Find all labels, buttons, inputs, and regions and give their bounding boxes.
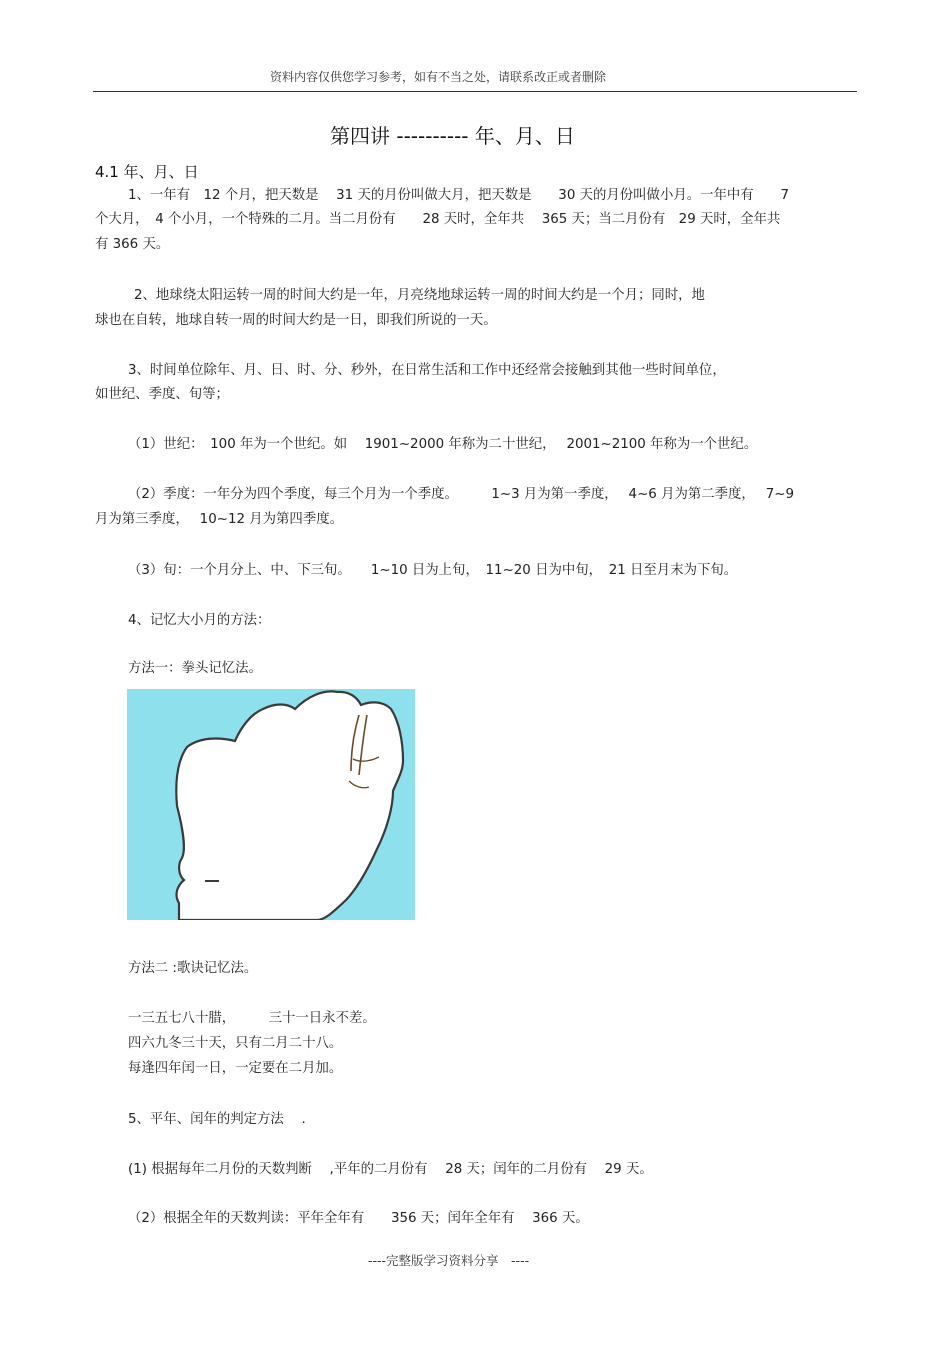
verse-line-2: 四六九冬三十天，只有二月二十八。 — [128, 1036, 343, 1051]
paragraph-3-line-1: 3、时间单位除年、月、日、时、分、秒外，在日常生活和工作中还经常会接触到其他一些时间单位， — [128, 363, 726, 378]
page-title: 第四讲 ---------- 年、月、日 — [330, 124, 575, 148]
section-heading: 4.1 年、月、日 — [95, 163, 199, 181]
leap-year-heading: 5、平年、闰年的判定方法 . — [128, 1112, 306, 1127]
header-note: 资料内容仅供您学习参考，如有不当之处，请联系改正或者删除 — [270, 70, 607, 84]
verse-line-3: 每逢四年闰一日，一定要在二月加。 — [128, 1061, 343, 1076]
paragraph-1-line-3: 有 366 天。 — [95, 237, 170, 252]
leap-year-rule-2: （2）根据全年的天数判读：平年全年有 356 天；闰年全年有 366 天。 — [128, 1211, 589, 1226]
paragraph-2-line-1: 2、地球绕太阳运转一周的时间大约是一年，月亮绕地球运转一周的时间大约是一个月；同时，地 — [134, 288, 705, 303]
leap-year-rule-1: (1) 根据每年二月份的天数判断 ,平年的二月份有 28 天；闰年的二月份有 29 天。 — [128, 1162, 653, 1177]
fist-drawing — [127, 689, 415, 920]
method-one-label: 方法一：拳头记忆法。 — [128, 661, 262, 676]
quarter-paragraph-line-2: 月为第三季度， 10~12 月为第四季度。 — [95, 512, 343, 527]
century-paragraph: （1）世纪： 100 年为一个世纪。如 1901~2000 年称为二十世纪， 2001~2100 年称为一个世纪。 — [128, 437, 758, 452]
fist-illustration — [127, 689, 415, 920]
header-divider — [93, 91, 857, 92]
fist-outline — [176, 691, 403, 920]
footer-note: ----完整版学习资料分享 ---- — [368, 1253, 530, 1268]
quarter-paragraph-line-1: （2）季度：一年分为四个季度，每三个月为一个季度。 1~3 月为第一季度， 4~6 月为第二季度， 7~9 — [128, 487, 795, 502]
method-two-label: 方法二 :歌诀记忆法。 — [128, 961, 258, 976]
paragraph-1-line-2: 个大月， 4 个小月，一个特殊的二月。当二月份有 28 天时，全年共 365 天；当二月份有 29 天时，全年共 — [95, 212, 781, 227]
verse-line-1: 一三五七八十腊， 三十一日永不差。 — [128, 1011, 376, 1026]
paragraph-3-line-2: 如世纪、季度、旬等； — [95, 387, 229, 402]
memory-methods-heading: 4、记忆大小月的方法： — [128, 613, 271, 628]
xun-paragraph: （3）旬：一个月分上、中、下三旬。 1~10 日为上旬， 11~20 日为中旬， 21 日至月末为下旬。 — [128, 563, 738, 578]
paragraph-2-line-2: 球也在自转，地球自转一周的时间大约是一日，即我们所说的一天。 — [95, 313, 497, 328]
paragraph-1-line-1: 1、一年有 12 个月，把天数是 31 天的月份叫做大月，把天数是 30 天的月份叫做小月。一年中有 7 — [128, 188, 789, 203]
